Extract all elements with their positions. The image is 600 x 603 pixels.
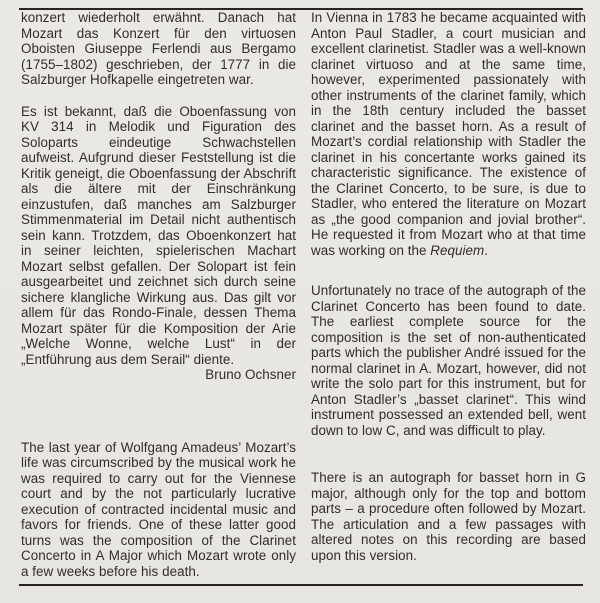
- paragraph-german-oboe-version-critique: Es ist bekannt, daß die Oboenfassung von KV 314 in Melodik und Figuration des Soloparts eindeutige Schwachstellen aufweist. Aufgrund dieser Feststellung ist die Kritik geneigt, die Oboenfassung der Abschrift als die ältere mit der Einschränkung einzustufen, daß manches am Salzburger Stimmenmaterial im Detail nicht authentisch sein kann. Trotzdem, das Oboenkonzert hat in seiner leichten, spielerischen Machart Mozart selbst gefallen. Der Solopart ist fein ausgearbeitet und zeichnet sich durch seine sichere klangliche Wirkung aus. Das gilt vor allem für das Rondo-Finale, dessen Thema Mozart später für die Komposition der Arie „Welche Wonne, welche Lust“ in der „Entführung aus dem Serail“ diente.: [21, 103, 296, 367]
- requiem-italic-title: Requiem: [430, 242, 485, 258]
- paragraph-english-stadler: [311, 10, 586, 258]
- right-column: [311, 10, 586, 563]
- paragraph-text-before-italic: In Vienna in 1783 he became acquainted with Anton Paul Stadler, a court musician and excellent clarinetist. Stadler was a well-known clarinet virtuoso and at the same time, however, experimented passionately with other instruments of the clarinet family, which in the 18th century included the basset clarinet and the basset horn. As a result of Mozart’s cordial relationship with Stadler the clarinet in his concertante works gained its characteristic significance. The existence of the Clarinet Concerto, to be sure, is due to Stadler, who entered the literature on Mozart as „the good companion and jovial brother“. He requested it from Mozart who at that time was working on the: [311, 10, 586, 258]
- byline-author: Bruno Ochsner: [205, 367, 296, 382]
- paragraph-text-after-italic: .: [484, 242, 489, 258]
- paragraph-english-basset-horn-autograph: There is an autograph for basset horn in G major, although only for the top and bottom parts – a procedure often followed by Mozart. The articulation and a few passages with altered notes on this recording are based upon this version.: [311, 470, 586, 563]
- paragraph-english-autograph-sources: Unfortunately no trace of the autograph of the Clarinet Concerto has been found to date. The earliest complete source for the composition is the set of non-authenticated parts which the publisher André issued for the normal clarinet in A. Mozart, however, did not write the solo part for this instrument, but for Anton Stadler’s „basset clarinet“. This wind instrument possessed an extended bell, went down to low C, and was difficult to play.: [311, 283, 586, 438]
- left-column: [21, 10, 296, 579]
- paragraph-german-oboe-concerto: konzert wiederholt erwähnt. Danach hat Mozart das Konzert für den virtuosen Oboisten Giuseppe Ferlendi aus Bergamo (1755–1802) geschrieben, der 1777 in die Salzburger Hofkapelle eingetreten war.: [21, 10, 296, 87]
- paragraph-english-mozart-last-year: The last year of Wolfgang Amadeus’ Mozart’s life was circumscribed by the musical work he was required to carry out for the Viennese court and by the not particularly lucrative execution of contracted incidental music and favors for friends. One of these latter good turns was the composition of the Clarinet Concerto in A Major which Mozart wrote only a few weeks before his death.: [21, 439, 296, 579]
- bottom-rule: [19, 584, 583, 586]
